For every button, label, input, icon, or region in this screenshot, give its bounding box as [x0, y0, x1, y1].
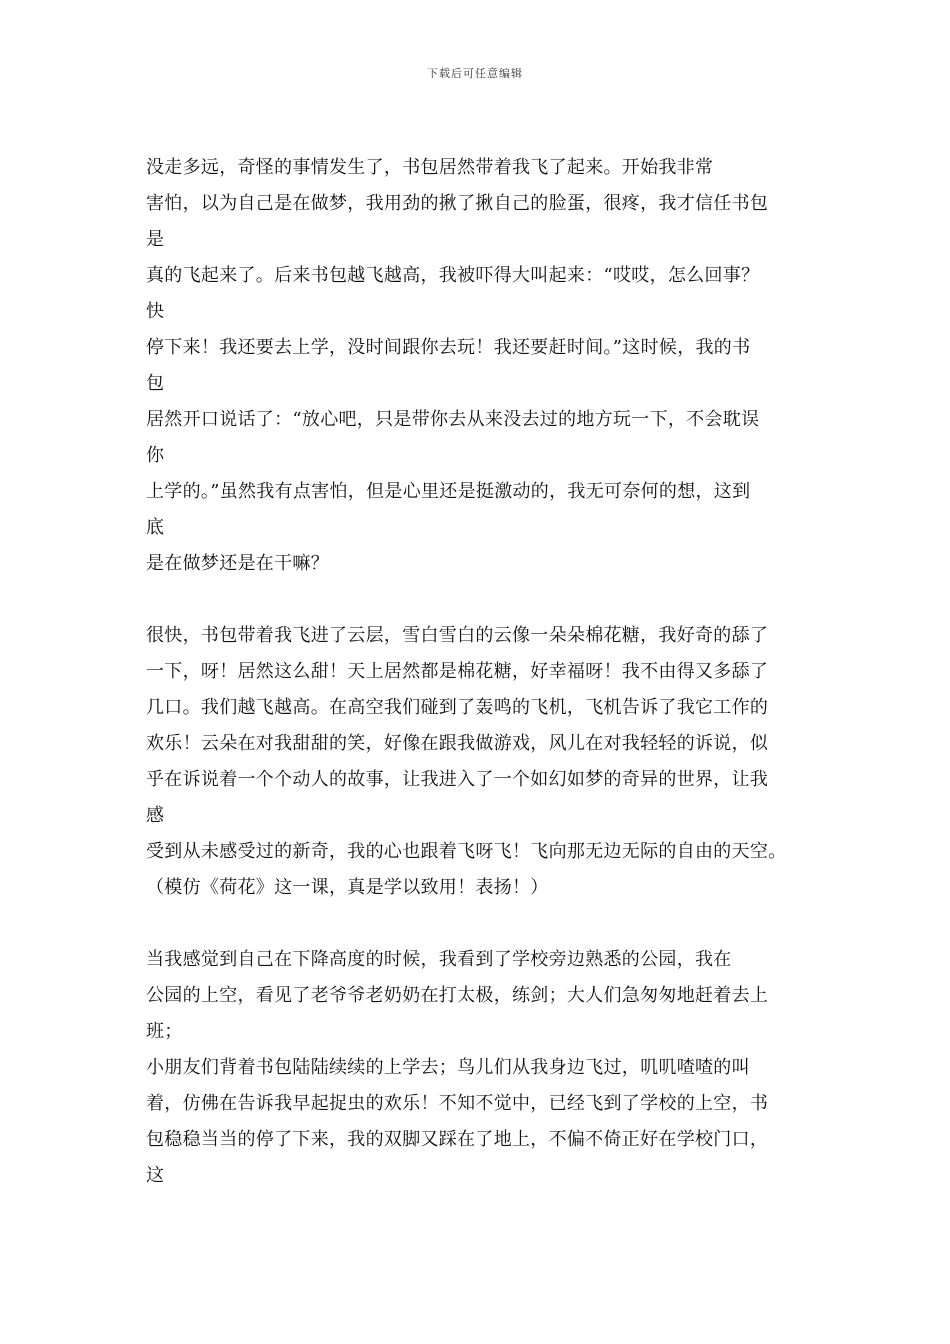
- paragraph-2: [146, 618, 826, 906]
- paragraph-spacer: [146, 906, 826, 942]
- text-line: 居然开口说话了：“放心吧，只是带你去从来没去过的地方玩一下，不会耽误: [146, 409, 760, 430]
- text-line: 真的飞起来了。后来书包越飞越高，我被吓得大叫起来：“哎哎，怎么回事？: [146, 265, 760, 286]
- text-line: 是在做梦还是在干嘛？: [146, 553, 329, 574]
- text-line: 上学的。”虽然我有点害怕，但是心里还是挺激动的，我无可奈何的想，这到: [146, 481, 751, 502]
- text-line: 停下来！我还要去上学，没时间跟你去玩！我还要赶时间。”这时候，我的书: [146, 337, 751, 358]
- text-line: 快: [146, 301, 165, 322]
- text-line: 感: [146, 805, 165, 826]
- text-line: 包: [146, 373, 165, 394]
- text-line: 班；: [146, 1021, 183, 1042]
- text-line: 很快，书包带着我飞进了云层，雪白雪白的云像一朵朵棉花糖，我好奇的舔了: [146, 625, 769, 646]
- text-line: 当我感觉到自己在下降高度的时候，我看到了学校旁边熟悉的公园，我在: [146, 949, 732, 970]
- text-line: 乎在诉说着一个个动人的故事，让我进入了一个如幻如梦的奇异的世界，让我: [146, 769, 769, 790]
- text-line: 包稳稳当当的停了下来，我的双脚又踩在了地上，不偏不倚正好在学校门口，: [146, 1129, 769, 1150]
- text-line: 你: [146, 445, 165, 466]
- text-line: 是: [146, 229, 165, 250]
- page-header-note: 下载后可任意编辑: [427, 67, 523, 80]
- text-line: 没走多远，奇怪的事情发生了，书包居然带着我飞了起来。开始我非常: [146, 157, 714, 178]
- text-line: 几口。我们越飞越高。在高空我们碰到了轰鸣的飞机，飞机告诉了我它工作的: [146, 697, 769, 718]
- text-line: 着，仿佛在告诉我早起捉虫的欢乐！不知不觉中，已经飞到了学校的上空，书: [146, 1093, 769, 1114]
- text-line: 害怕，以为自己是在做梦，我用劲的揪了揪自己的脸蛋，很疼，我才信任书包: [146, 193, 769, 214]
- text-line: 受到从未感受过的新奇，我的心也跟着飞呀飞！飞向那无边无际的自由的天空。: [146, 841, 787, 862]
- paragraph-spacer: [146, 582, 826, 618]
- document-body: [146, 150, 826, 1194]
- text-line: 公园的上空，看见了老爷爷老奶奶在打太极，练剑；大人们急匆匆地赶着去上: [146, 985, 769, 1006]
- text-line: 底: [146, 517, 165, 538]
- paragraph-3: [146, 942, 826, 1194]
- paragraph-1: [146, 150, 826, 582]
- text-line: 这: [146, 1165, 165, 1186]
- text-line: 欢乐！云朵在对我甜甜的笑，好像在跟我做游戏，风儿在对我轻轻的诉说，似: [146, 733, 769, 754]
- text-line: （模仿《荷花》这一课，真是学以致用！表扬！）: [146, 877, 549, 898]
- text-line: 小朋友们背着书包陆陆续续的上学去；鸟儿们从我身边飞过，叽叽喳喳的叫: [146, 1057, 750, 1078]
- text-line: 一下，呀！居然这么甜！天上居然都是棉花糖，好幸福呀！我不由得又多舔了: [146, 661, 769, 682]
